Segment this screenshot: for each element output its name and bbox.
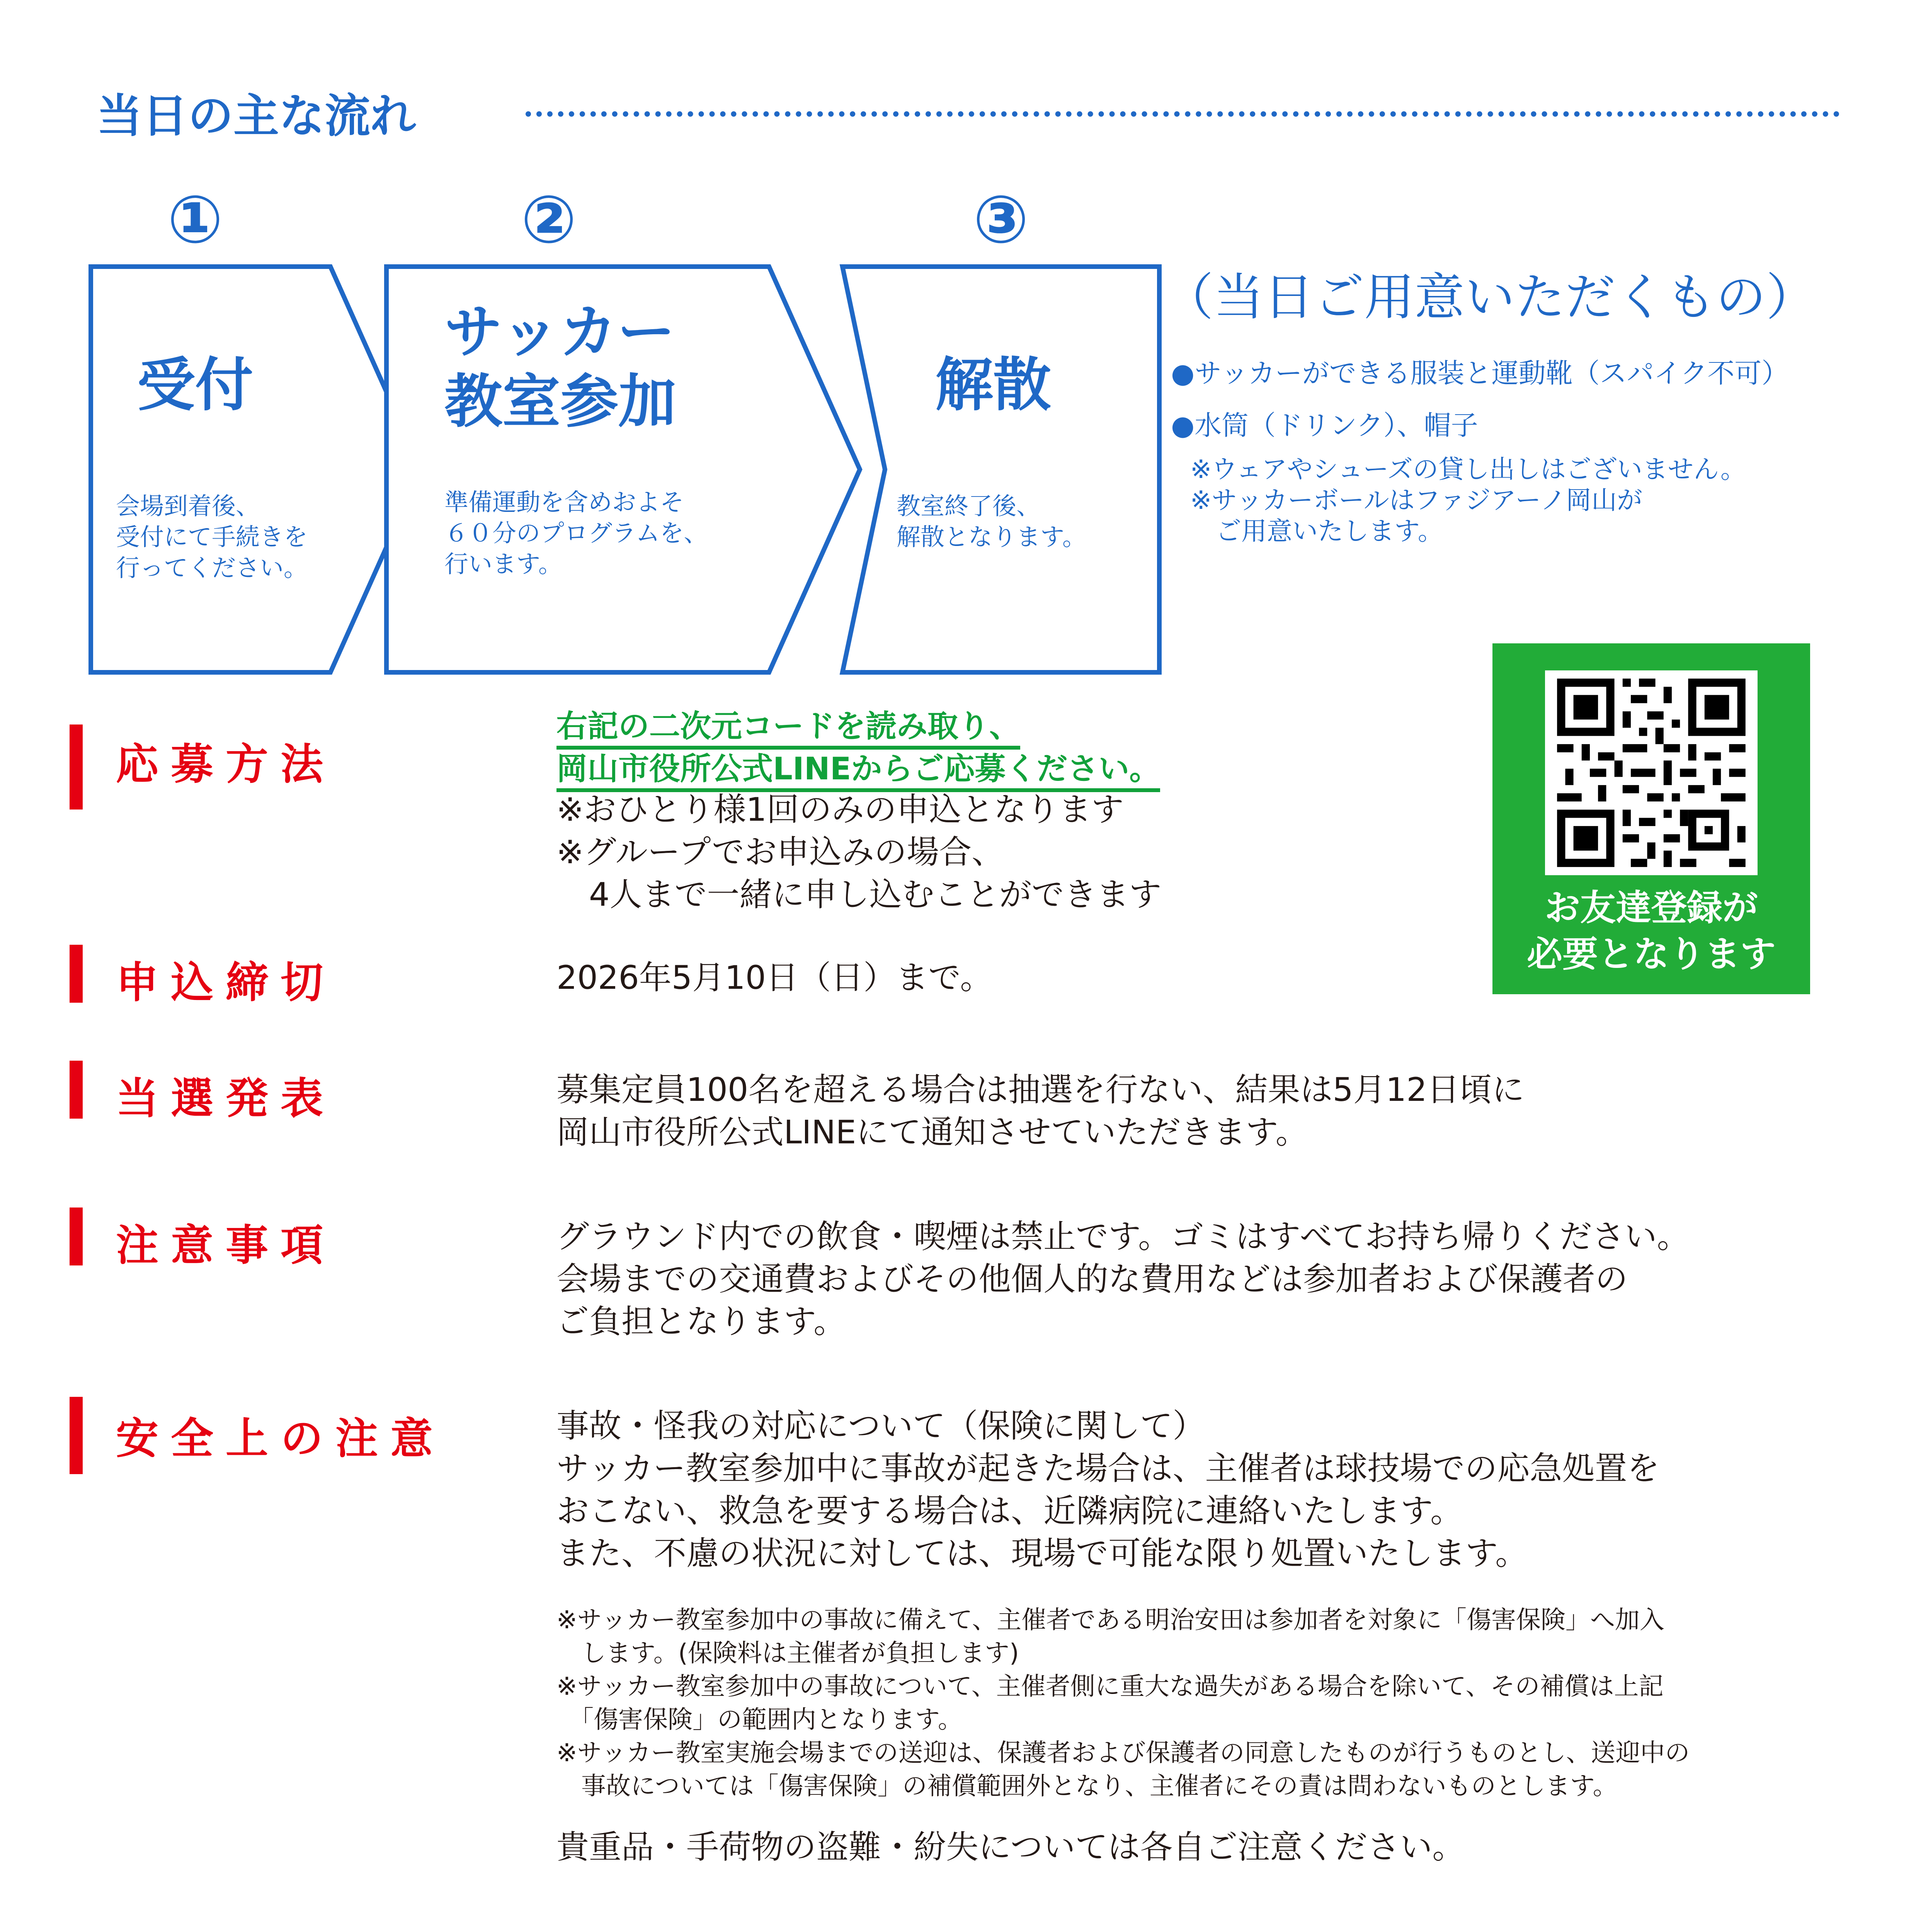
notes-line: 会場までの交通費およびその他個人的な費用などは参加者および保護者の (556, 1260, 1628, 1298)
safety-note-line: ※サッカー教室実施会場までの送迎は、保護者および保護者の同意したものが行うものとし、送迎中の (556, 1739, 1690, 1767)
apply-label-bar (70, 724, 83, 810)
step1-title: 受付 (137, 352, 254, 419)
qr-caption (1492, 885, 1810, 978)
deadline-label-bar (70, 945, 83, 1003)
announce-text (556, 1068, 1525, 1153)
qr-code-image[interactable] (1545, 670, 1758, 875)
notes-line: グラウンド内での飲食・喫煙は禁止です。ゴミはすべてお持ち帰りください。 (556, 1218, 1690, 1255)
bring-notes (1190, 454, 1746, 547)
safety-text (556, 1405, 1659, 1575)
notes-label-bar (70, 1208, 83, 1265)
step2-description (444, 487, 708, 580)
step2-title-line: サッカー (444, 299, 676, 366)
deadline-line: 2026年5月10日（日）まで。 (556, 959, 993, 997)
qr-caption-line: お友達登録が (1544, 887, 1758, 929)
step3-desc-line: 解散となります。 (897, 523, 1087, 551)
step1-desc-line: 受付にて手続きを (116, 523, 308, 551)
step3-number: ③ (973, 182, 1029, 258)
announce-line: 岡山市役所公式LINEにて通知させていただきます。 (556, 1113, 1308, 1151)
apply-highlight-line: 右記の二次元コードを読み取り、 (556, 707, 1020, 750)
apply-detail-line: ※グループでお申込みの場合、 (556, 833, 1004, 871)
step3-description (897, 491, 1086, 553)
safety-note-line: します。(保険料は主催者が負担します) (556, 1639, 1019, 1668)
step3-box-shape (842, 267, 1159, 672)
step2-desc-line: ６０分のプログラムを、 (444, 519, 708, 547)
section-title: 当日の主な流れ (97, 89, 416, 143)
apply-label: 応募方法 (116, 740, 335, 789)
safety-note-line: ※サッカー教室参加中の事故について、主催者側に重大な過失がある場合を除いて、その補償は上記 (556, 1672, 1664, 1701)
step2-number: ② (521, 182, 577, 258)
safety-label-bar (70, 1397, 83, 1474)
step1-description (116, 491, 308, 583)
step1-number: ① (167, 182, 223, 258)
bring-item: ●水筒（ドリンク）、帽子 (1171, 410, 1478, 441)
apply-highlight-line: 岡山市役所公式LINEからご応募ください。 (556, 750, 1160, 792)
safety-note-line: 事故については「傷害保険」の補償範囲外となり、主催者にその責は問わないものとします。 (556, 1772, 1618, 1801)
step1-desc-line: 行ってください。 (116, 554, 308, 582)
step3-title: 解散 (935, 352, 1052, 419)
step3-desc-line: 教室終了後、 (897, 492, 1041, 520)
notes-label: 注意事項 (116, 1221, 335, 1270)
bring-item: ●サッカーができる服装と運動靴（スパイク不可） (1171, 357, 1789, 389)
deadline-label: 申込締切 (116, 958, 335, 1007)
announce-label-bar (70, 1061, 83, 1119)
step2-title-line: 教室参加 (444, 368, 677, 435)
bring-note-line: ご用意いたします。 (1190, 516, 1443, 546)
step2-desc-line: 準備運動を含めおよそ (444, 488, 684, 516)
apply-details (556, 788, 1161, 916)
apply-detail-line: ※おひとり様1回のみの申込となります (556, 791, 1124, 828)
apply-highlight (556, 707, 1160, 792)
step2-title (444, 298, 676, 437)
safety-note-line: 「傷害保険」の範囲内となります。 (556, 1706, 963, 1734)
safety-line: サッカー教室参加中に事故が起きた場合は、主催者は球技場での応急処置を (556, 1449, 1660, 1487)
announce-line: 募集定員100名を超える場合は抽選を行ない、結果は5月12日頃に (556, 1071, 1525, 1109)
step2-desc-line: 行います。 (444, 550, 563, 578)
safety-line: おこない、救急を要する場合は、近隣病院に連絡いたします。 (556, 1492, 1463, 1530)
notes-text (556, 1215, 1690, 1343)
safety-line: また、不慮の状況に対しては、現場で可能な限り処置いたします。 (556, 1534, 1528, 1572)
announce-label: 当選発表 (116, 1074, 335, 1123)
bring-items-title: （当日ご用意いただくもの） (1163, 268, 1817, 327)
apply-detail-line: 4人まで一緒に申し込むことができます (556, 876, 1162, 913)
bring-note-line: ※サッカーボールはファジアーノ岡山が (1190, 485, 1643, 515)
safety-note-line: ※サッカー教室参加中の事故に備えて、主催者である明治安田は参加者を対象に「傷害保険」へ加入 (556, 1606, 1665, 1634)
safety-label: 安全上の注意 (116, 1414, 445, 1463)
valuables-notice: 貴重品・手荷物の盗難・紛失については各自ご注意ください。 (556, 1828, 1465, 1866)
bring-note-line: ※ウェアやシューズの貸し出しはございません。 (1190, 454, 1746, 484)
safety-line: 事故・怪我の対応について（保険に関して） (556, 1407, 1205, 1445)
step1-desc-line: 会場到着後、 (116, 492, 260, 520)
notes-line: ご負担となります。 (556, 1303, 846, 1340)
deadline-text (556, 956, 992, 999)
safety-fine-print (556, 1604, 1690, 1803)
qr-caption-line: 必要となります (1526, 934, 1776, 975)
step1-arrow-shape (91, 267, 421, 672)
